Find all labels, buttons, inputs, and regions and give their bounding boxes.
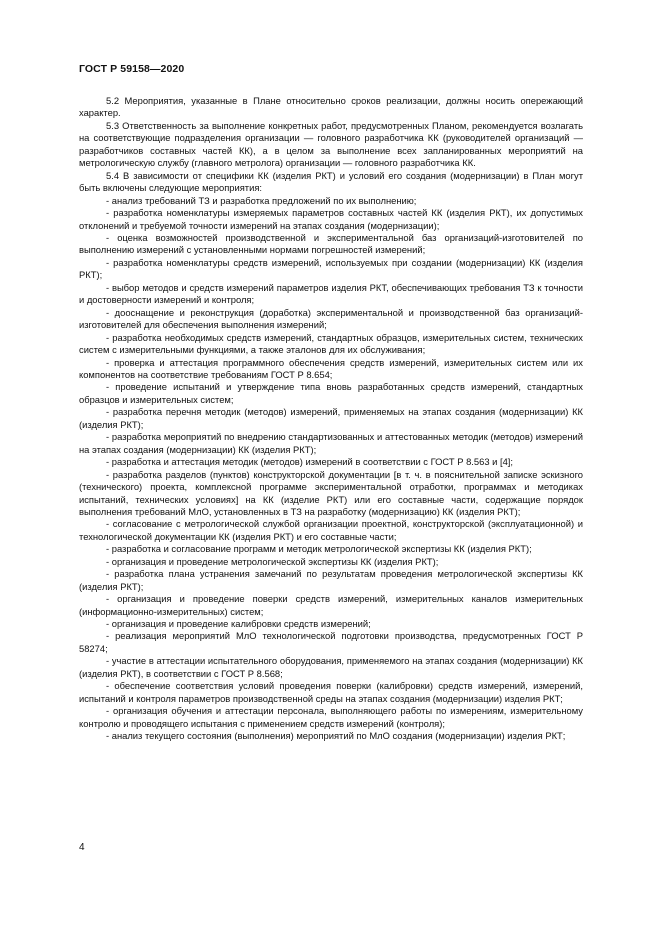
list-item: - разработка мероприятий по внедрению стандартизованных и аттестованных методик (методов) измерений на этапах создания (модернизации) КК (изделия РКТ); [79, 431, 583, 455]
list-item: - согласование с метрологической службой организации проектной, конструкторской (эксплуатационной) и технологической документации КК (изделия РКТ) и его составные части; [79, 518, 583, 542]
document-header: ГОСТ Р 59158—2020 [79, 63, 185, 75]
list-item: - проверка и аттестация программного обеспечения средств измерений, измерительных систем или их компонентов на соответствие требованиям ГОСТ Р 8.654; [79, 356, 583, 380]
paragraph-5-4: 5.4 В зависимости от специфики КК (изделия РКТ) и условий его создания (модернизации) в План могут быть включены следующие мероприятия: [79, 169, 583, 194]
list-item: - разработка перечня методик (методов) измерений, применяемых на этапах создания (модернизации) КК (изделия РКТ); [79, 406, 583, 430]
paragraph-5-3: 5.3 Ответственность за выполнение конкретных работ, предусмотренных Планом, рекомендуется возлагать на соответствующие подразделения организации — головного разработчика КК (руководителей организаций — разработчиков составных частей КК), а в целом за выполнение всех запланированных мероприятий на метрологическую службу (главного метролога) организации — головного разработчика КК. [79, 119, 583, 169]
list-item: - дооснащение и реконструкция (доработка) экспериментальной и производственной баз организаций-изготовителей для обеспечения выполнения измерений; [79, 306, 583, 331]
list-item: - анализ требований ТЗ и разработка предложений по их выполнению; [106, 194, 417, 206]
list-item: - организация и проведение метрологической экспертизы КК (изделия РКТ); [106, 555, 439, 567]
list-item: - реализация мероприятий МлО технологической подготовки производства, предусмотренных ГОСТ Р 58274; [79, 630, 583, 654]
list-item: - организация обучения и аттестации персонала, выполняющего работы по измерениям, измерительному контролю и проводящего испытания с применением средств измерений (контроля); [79, 705, 583, 729]
list-item: - оценка возможностей производственной и экспериментальной баз организаций-изготовителей по выполнению измерений с установленными нормами погрешностей измерений; [79, 231, 583, 256]
list-item: - проведение испытаний и утверждение типа вновь разработанных средств измерений, стандартных образцов и измерительных систем; [79, 381, 583, 405]
list-item: - разработка номенклатуры средств измерений, используемых при создании (модернизации) КК (изделия РКТ); [79, 256, 583, 281]
list-item: - разработка плана устранения замечаний по результатам проведения метрологической экспертизы КК (изделия РКТ); [79, 568, 583, 592]
list-item: - обеспечение соответствия условий проведения поверки (калибровки) средств измерений, измерений, испытаний и контроля параметров производственной среды на этапах создания (модернизации) изделия РКТ; [79, 680, 583, 704]
list-item: - разработка необходимых средств измерений, стандартных образцов, измерительных систем, технических систем с измерительными функциями, а также эталонов для их обслуживания; [79, 331, 583, 356]
list-item: - разработка и аттестация методик (методов) измерений в соответствии с ГОСТ Р 8.563 и [4]; [106, 456, 514, 468]
page-number: 4 [79, 842, 85, 853]
document-body [79, 95, 583, 743]
list-item: - разработка и согласование программ и методик метрологической экспертизы КК (изделия РКТ); [106, 543, 532, 555]
list-item: - участие в аттестации испытательного оборудования, применяемого на этапах создания (модернизации) КК (изделия РКТ), в соответствии с ГОСТ Р 8.568; [79, 655, 583, 679]
list-item: - выбор методов и средств измерений параметров изделия РКТ, обеспечивающих требования ТЗ к точности и достоверности измерений и контроля; [79, 281, 583, 306]
list-item: - разработка номенклатуры измеряемых параметров составных частей КК (изделия РКТ), их допустимых отклонений и требуемой точности измерений на этапах создания (модернизации); [79, 207, 583, 231]
list-item: - организация и проведение калибровки средств измерений; [106, 618, 371, 630]
list-item: - организация и проведение поверки средств измерений, измерительных каналов измерительных (информационно-измерительных) систем; [79, 593, 583, 617]
list-item: - анализ текущего состояния (выполнения) мероприятий по МлО создания (модернизации) изделия РКТ; [106, 730, 566, 742]
paragraph-5-2: 5.2 Мероприятия, указанные в Плане относительно сроков реализации, должны носить опережающий характер. [79, 95, 583, 119]
list-item: - разработка разделов (пунктов) конструкторской документации [в т. ч. в пояснительной записке эскизного (технического) проекта, комплексной программе экспериментальной отработки, программах и методиках испытаний, технических условиях] на КК (изделие РКТ) или его составные части, содержащие порядок выполнения требований МлО, установленных в ТЗ на разработку (модернизацию) КК (изделия РКТ); [79, 468, 583, 517]
